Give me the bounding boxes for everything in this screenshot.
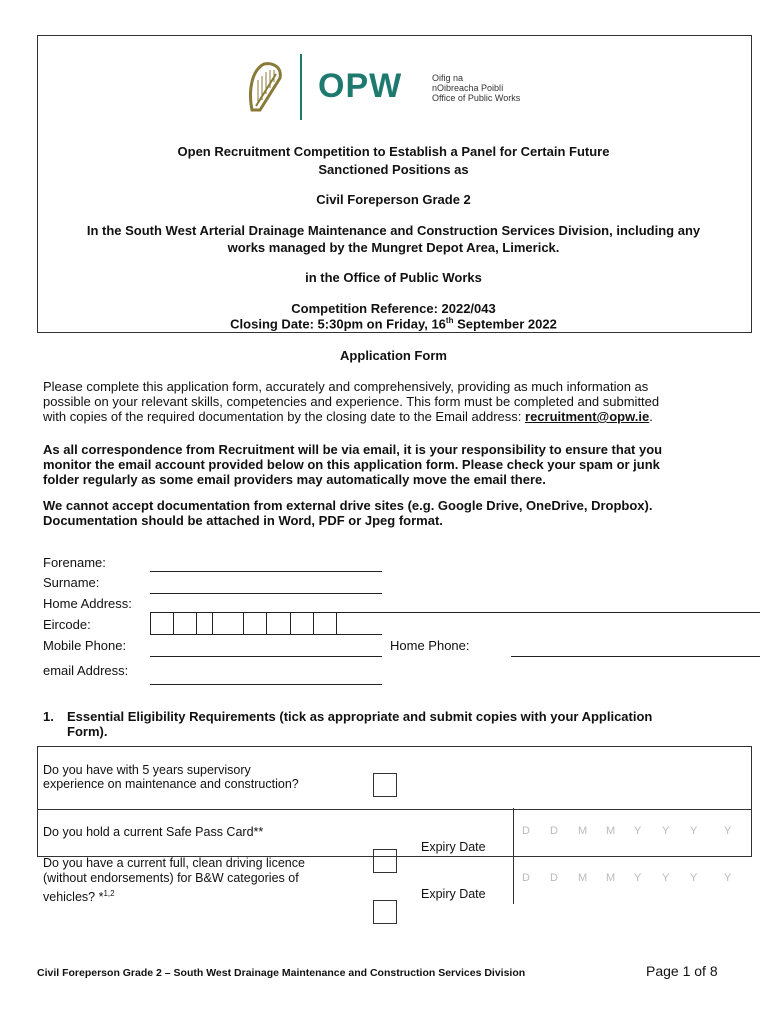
licence-expiry-date[interactable]: D D M M Y Y Y Y: [513, 856, 751, 904]
header-title: Open Recruitment Competition to Establish a Panel for Certain Future Sanctioned Positions as: [177, 144, 610, 177]
mobile-phone-field[interactable]: [150, 655, 382, 657]
division-text: In the South West Arterial Drainage Maintenance and Construction Services Division, including any works managed by the Mungret Depot Area, Limerick.: [86, 223, 701, 255]
home-phone-label: Home Phone:: [390, 638, 470, 653]
recruitment-email-link[interactable]: recruitment@opw.ie: [525, 409, 650, 424]
forename-label: Forename:: [43, 555, 106, 570]
position-title: Civil Foreperson Grade 2: [316, 192, 471, 207]
eircode-label: Eircode:: [43, 617, 91, 632]
section-title: Essential Eligibility Requirements (tick as appropriate and submit copies with your Application Form).: [67, 709, 653, 739]
footer-text: Civil Foreperson Grade 2 – South West Drainage Maintenance and Construction Services Division: [37, 967, 526, 979]
form-title: Application Form: [340, 348, 447, 363]
supervisory-checkbox[interactable]: [373, 773, 397, 797]
home-address-label: Home Address:: [43, 596, 132, 611]
licence-expiry-label: Expiry Date: [421, 887, 486, 901]
eircode-field[interactable]: [150, 613, 382, 635]
competition-reference: Competition Reference: 2022/043: [291, 301, 496, 316]
safepass-expiry-date[interactable]: D D M M Y Y Y Y: [513, 808, 751, 856]
section-number: 1.: [43, 709, 54, 724]
harp-icon: [246, 60, 286, 114]
licence-question: Do you have a current full, clean driving licence (without endorsements) for B&W categories of vehicles? *$^{1,2}$: [43, 856, 305, 905]
logo-subtitle: Oifig na nOibreacha Poiblí Office of Public Works: [432, 73, 521, 103]
safepass-checkbox[interactable]: [373, 849, 397, 873]
email-notice: As all correspondence from Recruitment will be via email, it is your responsibility to ensure that you monitor the email account provided below on this application form. Please check your spam or junk folder regularly as some email providers may automatically move the email there.: [43, 442, 663, 487]
forename-field[interactable]: [150, 570, 382, 572]
safepass-question: Do you hold a current Safe Pass Card**: [43, 825, 264, 839]
office-text: in the Office of Public Works: [305, 270, 482, 285]
intro-paragraph: Please complete this application form, accurately and comprehensively, providing as much information as possible on your relevant skills, competencies and experience. This form must be completed and submitted with copies of the required documentation by the closing date to the Email address: recruitment@opw.ie.: [43, 379, 660, 424]
closing-date: Closing Date: 5:30pm on Friday, 16th September 2022: [230, 316, 557, 332]
opw-logo-text: OPW: [318, 67, 403, 105]
surname-field[interactable]: [150, 592, 382, 594]
licence-checkbox[interactable]: [373, 900, 397, 924]
page-number: Page 1 of 8: [646, 963, 718, 979]
home-phone-field[interactable]: [511, 655, 760, 657]
supervisory-question: Do you have with 5 years supervisory experience on maintenance and construction?: [43, 763, 299, 791]
email-address-field[interactable]: [150, 683, 382, 685]
email-address-label: email Address:: [43, 663, 129, 678]
documentation-notice: We cannot accept documentation from external drive sites (e.g. Google Drive, OneDrive, Dropbox). Documentation should be attached in Word, PDF or Jpeg format.: [43, 498, 653, 528]
logo-divider: [300, 54, 302, 120]
surname-label: Surname:: [43, 575, 100, 590]
mobile-phone-label: Mobile Phone:: [43, 638, 127, 653]
safepass-expiry-label: Expiry Date: [421, 840, 486, 854]
